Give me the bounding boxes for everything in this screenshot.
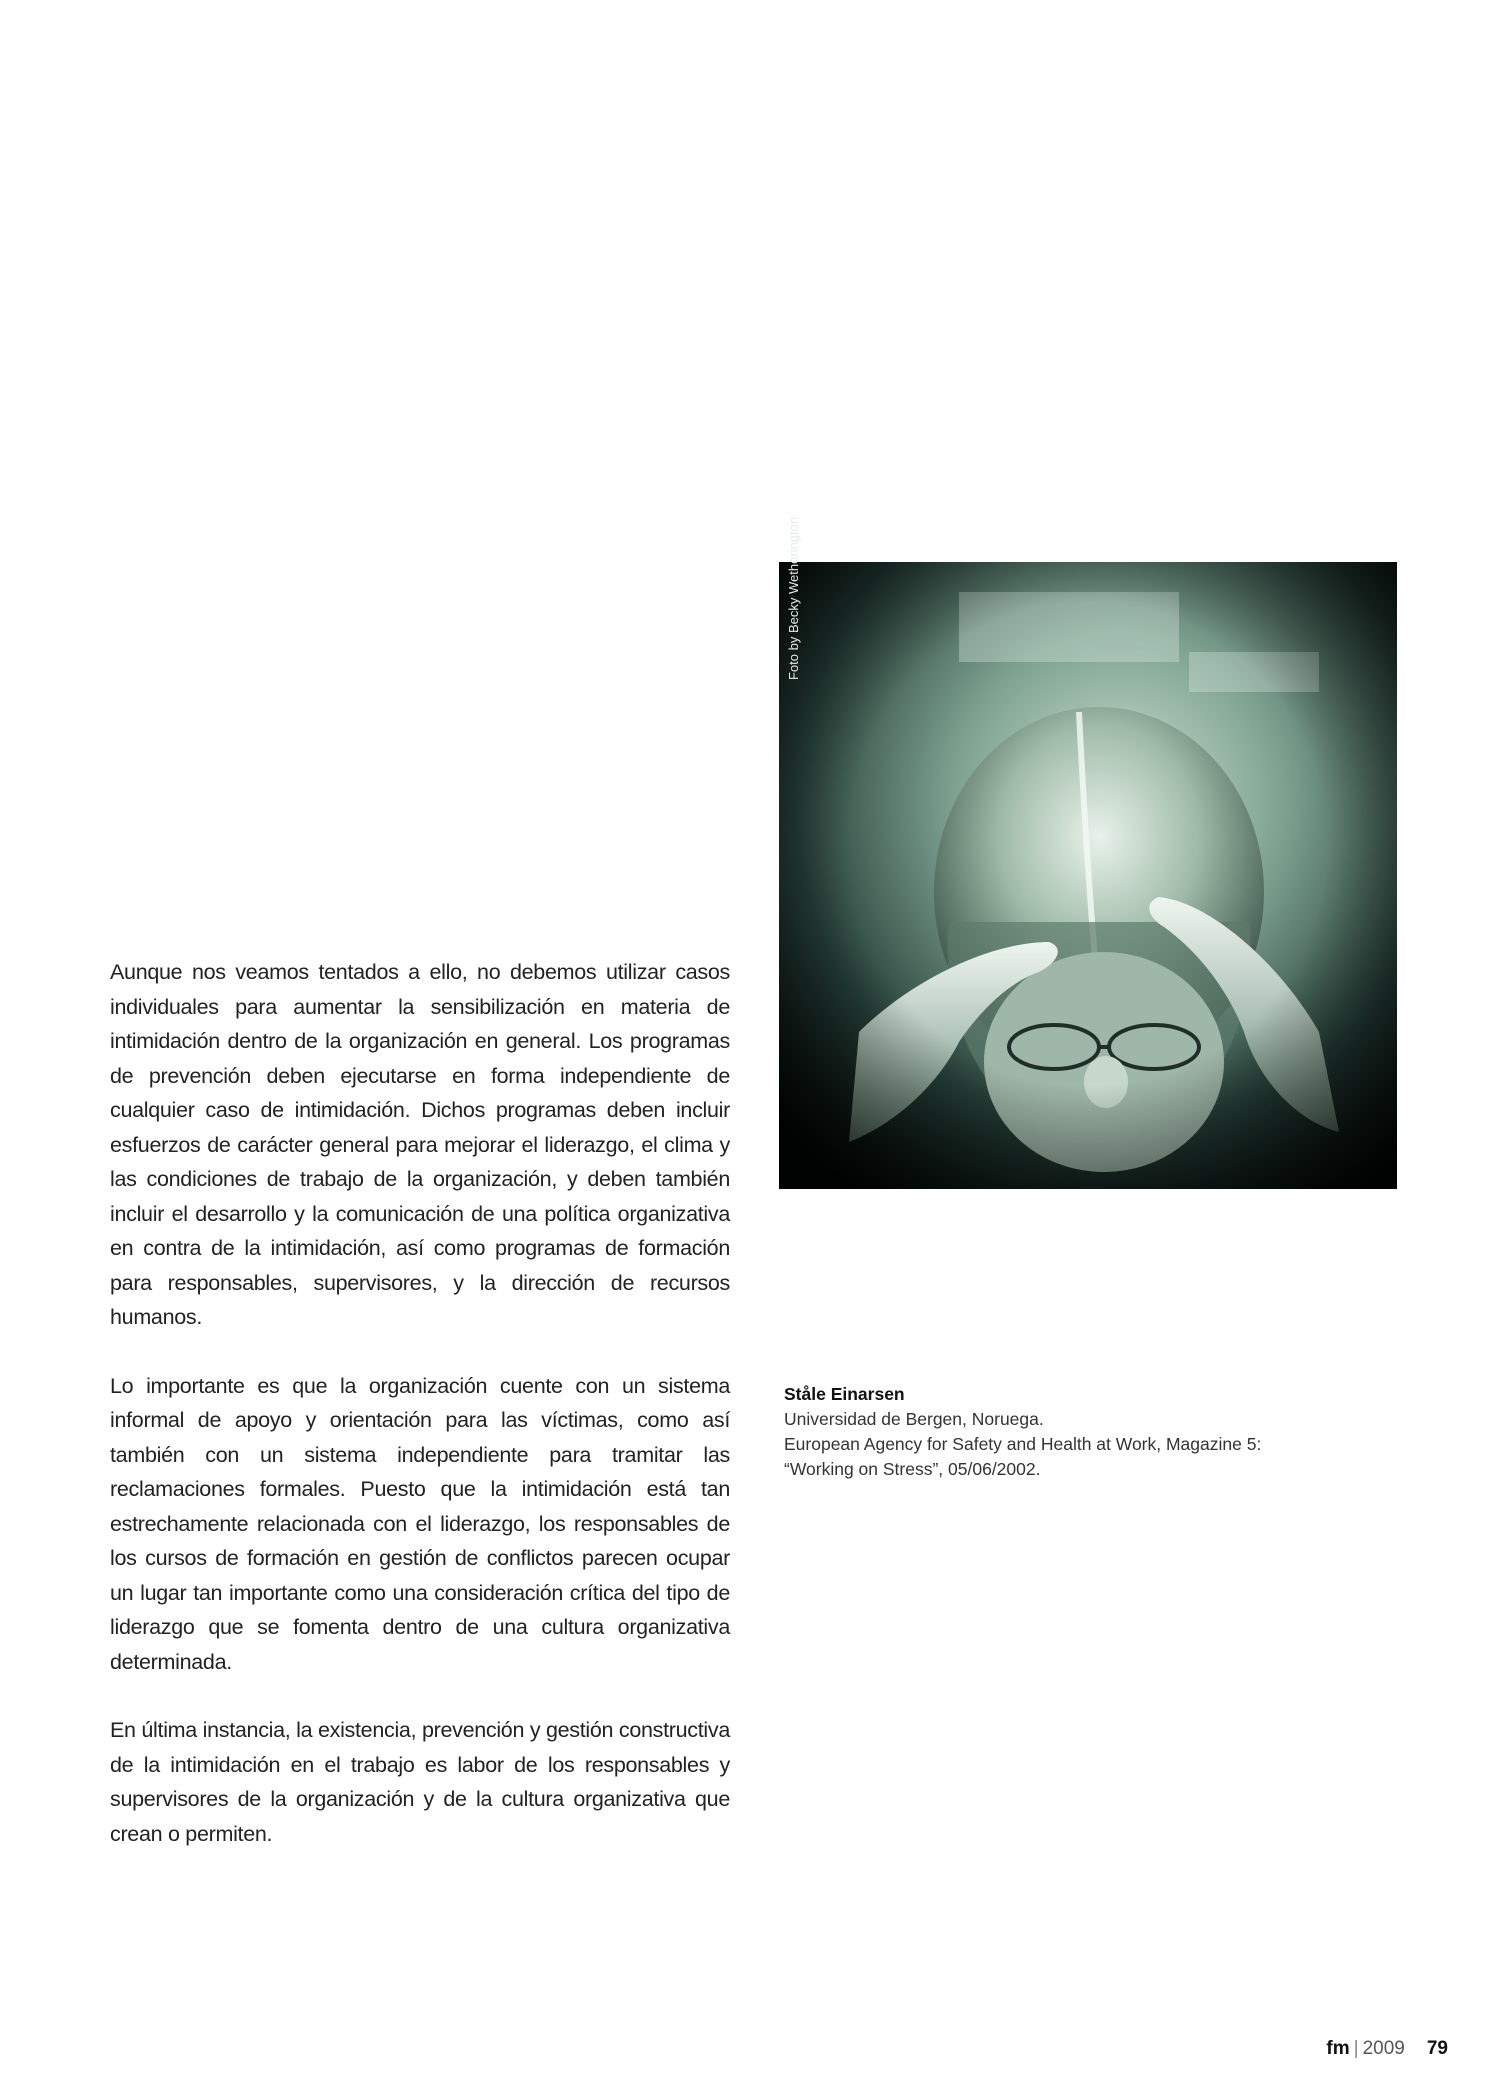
- source-line-2: “Working on Stress”, 05/06/2002.: [784, 1459, 1041, 1479]
- photo-illustration: [779, 562, 1397, 1189]
- photo-credit: Foto by Becky Wetherington: [786, 516, 801, 680]
- paragraph-1: Aunque nos veamos tentados a ello, no debemos utilizar casos individuales para aumentar la sensibilización en materia de intimidación dentro de la organización en general. Los programas de prevención deben ejecutarse en forma independiente de cualquier caso de intimidación. Dichos programas deben incluir esfuerzos de carácter general para mejorar el liderazgo, el clima y las condiciones de trabajo de la organización, y deben también incluir el desarrollo y la comunicación de una política organizativa en contra de la intimidación, así como programas de formación para responsables, supervisores, y la dirección de recursos humanos.: [110, 960, 730, 1329]
- author-name: Ståle Einarsen: [784, 1384, 905, 1404]
- paragraph-3: En última instancia, la existencia, prevención y gestión constructiva de la intimidación en el trabajo es labor de los responsables y supervisores de la organización y de la cultura organizativa que crean o permiten.: [110, 1718, 730, 1846]
- footer-year: 2009: [1362, 2038, 1405, 2059]
- author-affiliation: Universidad de Bergen, Noruega.: [784, 1409, 1044, 1429]
- author-block: [784, 1382, 1344, 1482]
- footer-separator: |: [1353, 2038, 1359, 2059]
- page-footer: [1326, 2038, 1448, 2060]
- paragraph-2: Lo importante es que la organización cuente con un sistema informal de apoyo y orientación para las víctimas, como así también con un sistema independiente para tramitar las reclamaciones formales. Puesto que la intimidación está tan estrechamente relacionada con el liderazgo, los responsables de los cursos de formación en gestión de conflictos parecen ocupar un lugar tan importante como una consideración crítica del tipo de liderazgo que se fomenta dentro de una cultura organizativa determinada.: [110, 1373, 730, 1674]
- footer-brand: fm: [1326, 2038, 1350, 2059]
- stressed-person-photo: [779, 562, 1397, 1189]
- article-body: [110, 955, 730, 1885]
- source-line-1: European Agency for Safety and Health at Work, Magazine 5:: [784, 1434, 1262, 1454]
- page-number: 79: [1426, 2038, 1448, 2059]
